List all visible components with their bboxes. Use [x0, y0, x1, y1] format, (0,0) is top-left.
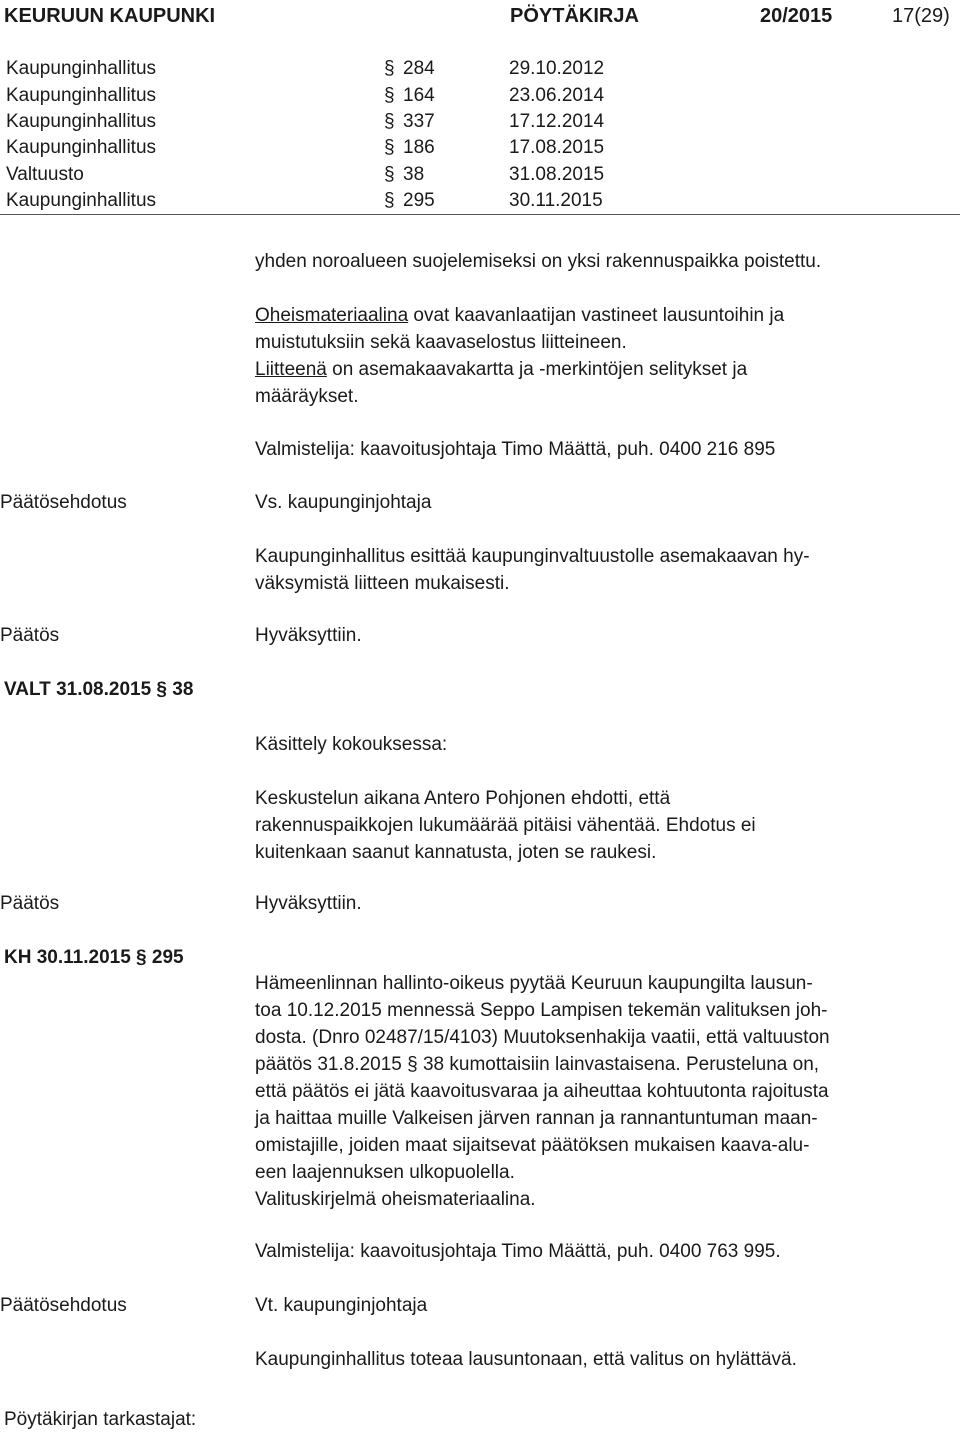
handling-label: Käsittely kokouksessa:	[255, 734, 448, 755]
kh-line: toa 10.12.2015 mennessä Seppo Lampisen tekemän valituksen joh-	[255, 1000, 828, 1021]
doc-type: PÖYTÄKIRJA	[510, 5, 639, 27]
preparer-line: Valmistelija: kaavoitusjohtaja Timo Määttä, puh. 0400 216 895	[255, 439, 776, 460]
page-number: 17(29)	[892, 5, 950, 27]
kh-line: een laajennuksen ulkopuolella.	[255, 1162, 515, 1183]
attachment-text: on asemakaavakartta ja -merkintöjen selitykset ja	[326, 359, 748, 380]
history-date: 30.11.2015	[509, 190, 603, 211]
section-sign: §	[384, 58, 395, 79]
kh-line: dosta. (Dnro 02487/15/4103) Muutoksenhakija vaatii, että valtuuston	[255, 1027, 830, 1048]
paragraph-attachments	[255, 302, 960, 410]
proposal-line: Kaupunginhallitus esittää kaupunginvaltuustolle asemakaavan hy-	[255, 546, 810, 567]
discussion-text	[255, 785, 960, 866]
decision-label: Päätös	[0, 893, 60, 914]
history-row	[0, 56, 960, 82]
history-date: 29.10.2012	[509, 58, 605, 79]
history-number: 38	[403, 164, 425, 185]
history-body: Kaupunginhallitus	[6, 137, 157, 158]
history-body: Kaupunginhallitus	[6, 58, 157, 79]
proposal-text: Kaupunginhallitus toteaa lausuntonaan, että valitus on hylättävä.	[255, 1349, 797, 1370]
attachment-text: ovat kaavanlaatijan vastineet lausuntoihin ja	[408, 305, 785, 326]
kh-line: että päätös ei jätä kaavoitusvaraa ja aiheuttaa kohtuutonta rajoitusta	[255, 1081, 829, 1102]
section-sign: §	[384, 137, 395, 158]
history-body: Kaupunginhallitus	[6, 111, 157, 132]
kh-line: omistajille, joiden maat sijaitsevat päätöksen mukaisen kaava-alu-	[255, 1135, 810, 1156]
history-body: Valtuusto	[6, 164, 84, 185]
history-divider	[0, 214, 960, 215]
proposal-label: Päätösehdotus	[0, 492, 127, 513]
discussion-line: kuitenkaan saanut kannatusta, joten se raukesi.	[255, 842, 657, 863]
org-name: KEURUUN KAUPUNKI	[4, 5, 216, 27]
kh-line: ja haittaa muille Valkeisen järven rannan ja rannantuntuman maan-	[255, 1108, 818, 1129]
section-heading-kh: KH 30.11.2015 § 295	[4, 947, 184, 968]
paragraph-intro: yhden noroalueen suojelemiseksi on yksi rakennuspaikka poistettu.	[255, 251, 822, 272]
history-row	[0, 83, 960, 109]
kh-line: Hämeenlinnan hallinto-oikeus pyytää Keuruun kaupungilta lausun-	[255, 973, 813, 994]
discussion-line: rakennuspaikkojen lukumäärää pitäisi vähentää. Ehdotus ei	[255, 815, 756, 836]
history-date: 23.06.2014	[509, 85, 605, 106]
preparer-line: Valmistelija: kaavoitusjohtaja Timo Määttä, puh. 0400 763 995.	[255, 1241, 781, 1262]
history-row	[0, 135, 960, 161]
history-body: Kaupunginhallitus	[6, 190, 157, 211]
history-body: Kaupunginhallitus	[6, 85, 157, 106]
history-date: 17.08.2015	[509, 137, 605, 158]
reviewers-label: Pöytäkirjan tarkastajat:	[4, 1409, 197, 1430]
decision-label: Päätös	[0, 625, 60, 646]
section-heading-valt: VALT 31.08.2015 § 38	[4, 679, 194, 700]
proposal-by: Vs. kaupunginjohtaja	[255, 492, 432, 513]
history-row	[0, 188, 960, 214]
section-sign: §	[384, 164, 395, 185]
history-date: 17.12.2014	[509, 111, 605, 132]
proposal-by: Vt. kaupunginjohtaja	[255, 1295, 428, 1316]
decision-value: Hyväksyttiin.	[255, 625, 362, 646]
history-number: 295	[403, 190, 435, 211]
history-number: 337	[403, 111, 435, 132]
history-row	[0, 162, 960, 188]
proposal-label: Päätösehdotus	[0, 1295, 127, 1316]
proposal-line: väksymistä liitteen mukaisesti.	[255, 573, 510, 594]
section-sign: §	[384, 85, 395, 106]
attachment-link-liitteena[interactable]: Liitteenä	[255, 359, 327, 380]
attachment-text: määräykset.	[255, 386, 359, 407]
history-date: 31.08.2015	[509, 164, 605, 185]
proposal-text	[255, 543, 960, 597]
attachment-link-oheismateriaalina[interactable]: Oheismateriaalina	[255, 305, 409, 326]
kh-paragraph	[255, 970, 960, 1213]
history-row	[0, 109, 960, 135]
attachment-text: muistutuksiin sekä kaavaselostus liitteineen.	[255, 332, 627, 353]
section-sign: §	[384, 111, 395, 132]
history-number: 284	[403, 58, 435, 79]
kh-line: Valituskirjelmä oheismateriaalina.	[255, 1189, 536, 1210]
history-number: 164	[403, 85, 435, 106]
decision-value: Hyväksyttiin.	[255, 893, 362, 914]
doc-number: 20/2015	[760, 5, 833, 27]
section-sign: §	[384, 190, 395, 211]
kh-line: päätös 31.8.2015 § 38 kumottaisiin lainvastaisena. Perusteluna on,	[255, 1054, 820, 1075]
history-number: 186	[403, 137, 435, 158]
discussion-line: Keskustelun aikana Antero Pohjonen ehdotti, että	[255, 788, 671, 809]
